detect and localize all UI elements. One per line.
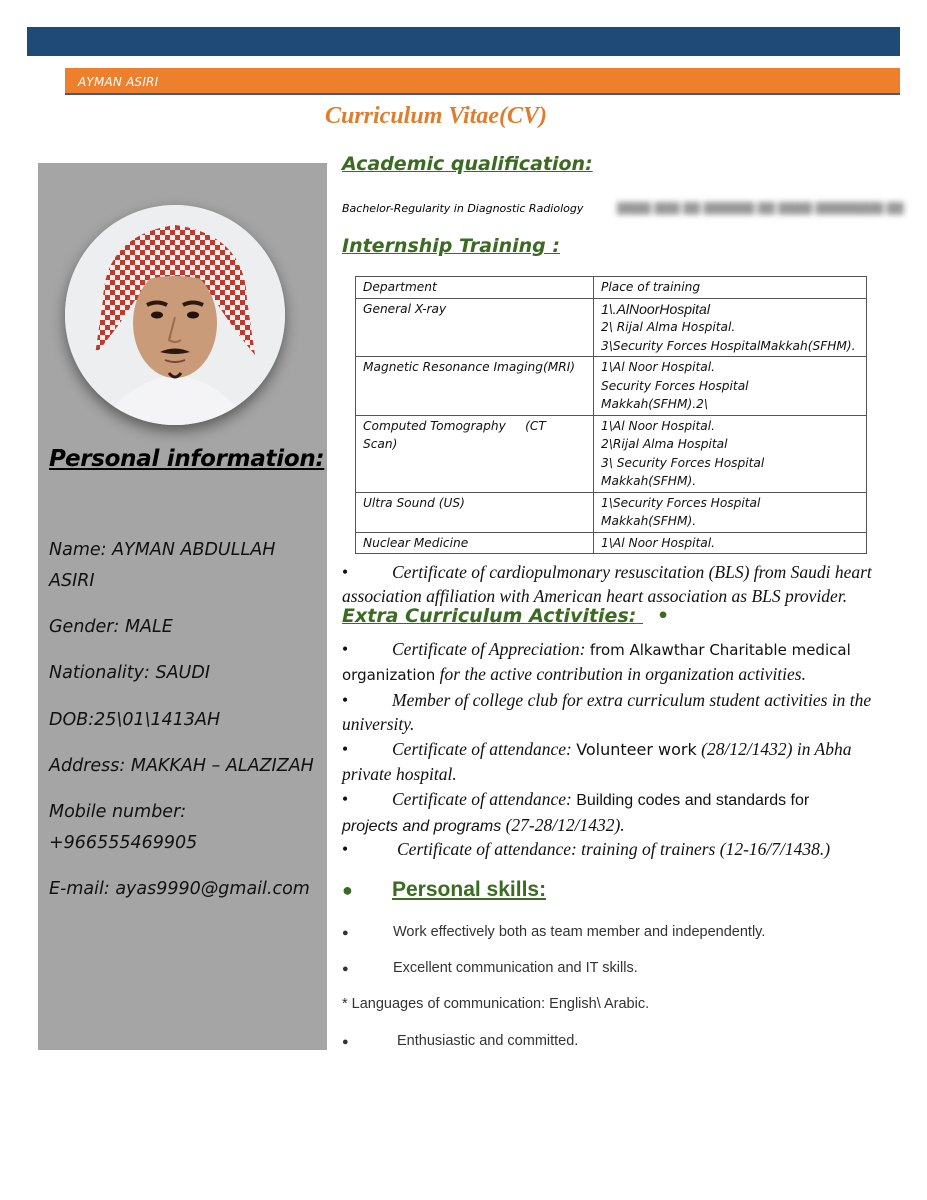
skill-item: [342, 996, 649, 1012]
table-cell-places: [594, 492, 867, 532]
extra-text: projects and programs: [342, 818, 502, 835]
extra-text: Volunteer work: [576, 740, 697, 759]
cv-title: Curriculum Vitae(CV): [324, 103, 548, 129]
email-field: E-mail: ayas9990@gmail.com: [49, 879, 310, 899]
place-item: Makkah(SFHM).: [601, 514, 697, 528]
extra-curriculum-heading-text: Extra Curriculum Activities:: [342, 605, 637, 627]
redacted-text: ████ ███ ██ ██████ ██ ████ ████████ ██: [617, 202, 904, 215]
name-field-continued: ASIRI: [49, 571, 95, 591]
nationality-field: Nationality: SAUDI: [49, 663, 210, 683]
mobile-number: +966555469905: [49, 833, 198, 853]
bls-line-1: Certificate of cardiopulmonary resuscitation (BLS) from Saudi heart: [392, 562, 872, 582]
table-cell-department: Ultra Sound (US): [356, 492, 594, 532]
bullet-icon: ●: [342, 880, 353, 900]
personal-info-heading: Personal information:: [49, 446, 325, 472]
table-header-department: Department: [356, 277, 594, 299]
name-field: Name: AYMAN ABDULLAH: [49, 540, 276, 560]
extra-text: private hospital.: [342, 764, 457, 784]
personal-skills-heading-text: Personal skills:: [392, 878, 547, 901]
table-row: [356, 357, 867, 416]
table-cell-places: [594, 298, 867, 357]
skill-item: [342, 924, 765, 940]
table-cell-department: [356, 415, 594, 492]
place-item: 1\Security Forces Hospital: [601, 495, 761, 510]
bls-line-2: association affiliation with American heart association as BLS provider.: [342, 586, 848, 606]
place-item: 3\Security Forces HospitalMakkah(SFHM).: [601, 338, 856, 353]
skill-item: [342, 960, 638, 976]
dob-field: DOB:25\01\1413AH: [49, 710, 221, 730]
skill-item: [342, 1033, 578, 1049]
place-item: 3\ Security Forces Hospital: [601, 455, 765, 470]
bullet-icon: •: [342, 562, 349, 582]
bullet-icon: •: [656, 605, 670, 627]
bullet-icon: ●: [342, 927, 349, 939]
extra-item-appreciation: [342, 637, 902, 687]
bullet-icon: •: [342, 639, 349, 659]
place-item: Makkah(SFHM).: [601, 474, 697, 488]
extra-text: from Alkawthar Charitable medical: [589, 641, 851, 659]
extra-text: Certificate of Appreciation:: [392, 639, 590, 659]
extra-item-trainers: [342, 837, 902, 861]
place-item: 1\.AlNoorHospital: [601, 300, 710, 317]
extra-text: Certificate of attendance:: [392, 789, 577, 809]
table-row: [356, 492, 867, 532]
extra-item-volunteer: [342, 737, 902, 786]
bullet-icon: ●: [342, 963, 349, 975]
internship-table: [355, 276, 867, 554]
place-item: 1\Al Noor Hospital.: [601, 418, 715, 433]
department-line: Computed Tomography (CT: [363, 418, 546, 433]
place-item: Makkah(SFHM).2\: [601, 397, 708, 411]
table-header-row: [356, 277, 867, 299]
personal-skills-heading: [342, 878, 546, 902]
department-line: Scan): [363, 437, 398, 451]
skill-text: Enthusiastic and committed.: [397, 1033, 579, 1049]
mobile-label: Mobile number:: [49, 802, 187, 822]
extra-curriculum-heading: [342, 605, 669, 627]
place-item: 1\Al Noor Hospital.: [601, 360, 715, 374]
table-cell-places: [594, 532, 867, 554]
degree-text: Bachelor-Regularity in Diagnostic Radiology: [342, 202, 584, 215]
bls-certificate: [342, 560, 902, 608]
table-cell-places: [594, 357, 867, 416]
extra-text: Building codes and standards for: [576, 792, 810, 809]
table-cell-department: General X-ray: [356, 298, 594, 357]
extra-text: for the active contribution in organization activities.: [435, 664, 806, 684]
profile-photo: [65, 205, 285, 425]
extra-text: (28/12/1432) in Abha: [696, 739, 852, 759]
extra-text: Certificate of attendance:: [392, 739, 577, 759]
table-row: [356, 298, 867, 357]
extra-text: university.: [342, 714, 415, 734]
bullet-icon: •: [342, 839, 349, 859]
internship-heading: Internship Training :: [342, 235, 560, 257]
profile-photo-illustration: [65, 205, 285, 425]
bullet-icon: •: [342, 739, 349, 759]
bullet-icon: •: [342, 789, 349, 809]
name-banner: [65, 68, 900, 95]
table-cell-department: Magnetic Resonance Imaging(MRI): [356, 357, 594, 416]
table-row: [356, 532, 867, 554]
gender-field: Gender: MALE: [49, 617, 173, 637]
place-item: 1\Al Noor Hospital.: [601, 535, 715, 550]
table-cell-places: [594, 415, 867, 492]
table-header-place: Place of training: [594, 277, 867, 299]
bullet-icon: ●: [342, 1036, 349, 1048]
table-row: [356, 415, 867, 492]
name-banner-text: AYMAN ASIRI: [78, 75, 159, 89]
skill-text: Work effectively both as team member and independently.: [393, 924, 766, 940]
extra-text: (27-28/12/1432).: [501, 815, 625, 835]
extra-text: Certificate of attendance: training of trainers (12-16/7/1438.): [397, 839, 831, 859]
extra-item-college-club: [342, 688, 902, 736]
skill-text: Excellent communication and IT skills.: [393, 960, 638, 976]
place-item: 2\ Rijal Alma Hospital.: [601, 320, 736, 334]
address-field: Address: MAKKAH – ALAZIZAH: [49, 756, 314, 776]
place-item: 2\Rijal Alma Hospital: [601, 437, 728, 451]
bullet-icon: •: [342, 690, 349, 710]
extra-text: organization: [342, 666, 436, 684]
place-item: Security Forces Hospital: [601, 378, 749, 393]
extra-text: Member of college club for extra curriculum student activities in the: [392, 690, 872, 710]
academic-heading: Academic qualification:: [342, 153, 593, 175]
skill-text: * Languages of communication: English\ Arabic.: [342, 996, 650, 1012]
table-cell-department: Nuclear Medicine: [356, 532, 594, 554]
top-color-bar: [27, 27, 900, 56]
extra-item-building-codes: [342, 787, 902, 839]
